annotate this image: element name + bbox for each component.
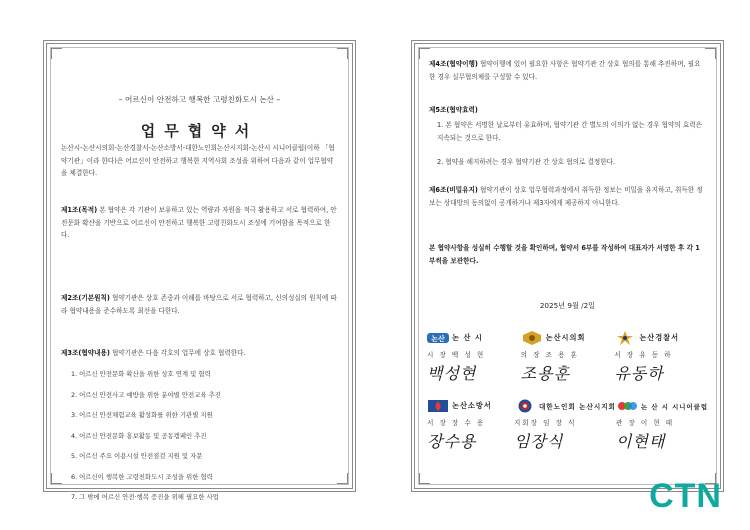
list-item: 5. 어르신 주요 이용시설 안전점검 지원 및 자문 [71, 452, 203, 460]
signatories [427, 329, 708, 457]
article-4 [429, 58, 706, 83]
article-5-title: 제5조(협약효력) [429, 106, 478, 114]
senior-association-emblem-icon [514, 399, 536, 413]
signatory-row [427, 397, 708, 457]
agreement-page-1 [43, 40, 356, 501]
police-badge-icon [614, 331, 636, 345]
handwritten-signature: 조용훈 [520, 364, 571, 383]
signatory-senior-club [616, 397, 708, 457]
intro-paragraph: 논산시-논산시의회-논산경찰서-논산소방서-대한노인회논산시지회-논산시 시니어클럽(이하 「협약기관」이라 한다)은 어르신이 안전하고 행복한 지역사회 조성을 위하여 다음과 같이 업무협약을 체결한다. [61, 144, 335, 177]
closing-statement: 본 협약사항을 성실히 수행할 것을 확인하며, 협약서 6부를 작성하여 대표자가 서명한 후 각 1부씩을 보관한다. [429, 244, 700, 265]
fire-station-logo-icon [427, 399, 449, 413]
svg-text:논산: 논산 [431, 335, 445, 343]
article-5-item: 2. 협약을 해지하려는 경우 협약기관 간 상호 협의로 결정한다. [437, 158, 616, 166]
article-4-title: 제4조(협약이행) [429, 60, 478, 68]
representative: 서 장 유 동 하 [614, 351, 673, 359]
signatory-police [614, 329, 708, 389]
handwritten-signature: 유동하 [614, 364, 664, 383]
representative: 시 장 백 성 현 [427, 351, 486, 359]
signatory-fire-station [427, 397, 514, 457]
org-name: 논 산 시 [452, 333, 483, 342]
representative: 관 장 이 현 태 [615, 419, 675, 427]
city-council-emblem-icon [521, 331, 543, 345]
frame-corner [705, 48, 716, 59]
document-title: 업무협약서 [140, 122, 259, 140]
article-6-body: 협약기관이 상호 업무협력과정에서 취득한 정보는 비밀을 유지하고, 취득한 정보는 상대방의 동의없이 공개하거나 제3자에게 제공하지 아니한다. [429, 186, 703, 207]
list-item: 7. 그 밖에 어르신 안전·행복 증진을 위해 필요한 사업 [71, 493, 219, 501]
signing-date: 2025년 9월 /2일 [539, 301, 596, 310]
signatory-city-council [521, 329, 615, 389]
signatory-row [427, 329, 708, 389]
list-item: 2. 어르신 안전사고 예방을 위한 분야별 안전교육 추진 [71, 390, 221, 399]
article-6-title: 제6조(비밀유지) [429, 186, 478, 194]
representative: 서 장 장 수 용 [427, 419, 486, 427]
frame-corner [51, 473, 62, 484]
article-4-body: 협약이행에 있어 필요한 사항은 협약기관 간 상호 협의를 통해 추진하며, 필요한 경우 실무협의체를 구성할 수 있다. [429, 60, 701, 81]
article-1-body: 본 협약은 각 기관이 보유하고 있는 역량과 자원을 적극 활용하고 서로 협력하여, 안전문화 확산을 기반으로 어르신이 안전하고 행복한 고령친화도시 조성에 기여함을 목적으로 한다. [61, 206, 337, 239]
handwritten-signature: 이현태 [615, 432, 666, 451]
article-3-title: 제3조(협약내용) [61, 349, 110, 357]
org-name: 대한노인회 논산시지회 [538, 403, 616, 411]
agreement-page-2 [411, 40, 724, 492]
frame-corner [51, 48, 62, 59]
senior-club-logo-icon [616, 399, 638, 413]
article-1-title: 제1조(목적) [61, 206, 98, 214]
article-3 [61, 347, 338, 360]
handwritten-signature: 장수용 [427, 432, 477, 451]
ctn-watermark-logo: CTN [649, 477, 722, 515]
article-3-body: 협약기관은 다음 각호의 업무에 상호 협력한다. [109, 349, 246, 357]
handwritten-signature: 백성현 [427, 364, 477, 383]
representative: 지회장 임 장 식 [513, 419, 577, 427]
article-3-list [71, 369, 340, 513]
representative: 의 장 조 용 훈 [520, 351, 579, 359]
list-item: 1. 어르신 안전문화 확산을 위한 상호 연계 및 협력 [71, 370, 211, 378]
article-5 [429, 104, 706, 117]
frame-corner [337, 48, 348, 59]
signatory-senior-association [514, 397, 616, 457]
handwritten-signature: 임장식 [513, 432, 564, 451]
list-item: 3. 어르신 안전체험교육 활성화를 위한 기관별 지원 [71, 411, 213, 419]
nonsan-city-logo-icon [427, 331, 449, 345]
list-item: 6. 어르신이 행복한 고령친화도시 조성을 위한 협력 [71, 472, 213, 481]
article-2-title: 제2조(기본원칙) [61, 294, 110, 302]
org-name: 논산소방서 [452, 401, 492, 410]
article-2 [61, 292, 338, 317]
article-6 [429, 184, 706, 209]
article-1 [61, 204, 338, 242]
org-name: 논산경찰서 [639, 333, 680, 342]
article-5-item: 1. 본 협약은 서명한 날로부터 유효하며, 협약기관 간 별도의 이의가 없는 경우 협약의 효력은 지속되는 것으로 한다. [437, 121, 702, 142]
frame-corner [419, 473, 430, 484]
org-name: 논산시의회 [545, 333, 586, 342]
org-name: 논 산 시 시니어클럽 [640, 402, 708, 411]
signatory-nonsan-city [427, 329, 521, 389]
article-2-body: 협약기관은 상호 존중과 이해를 바탕으로 서로 협력하고, 신의성실의 원칙에 따라 협약내용을 준수하도록 최선을 다한다. [61, 294, 337, 315]
list-item: 4. 어르신 안전문화 홍보활동 및 공동캠페인 추진 [71, 431, 207, 440]
slogan: – 어르신이 안전하고 행복한 고령친화도시 논산 – [118, 95, 281, 104]
